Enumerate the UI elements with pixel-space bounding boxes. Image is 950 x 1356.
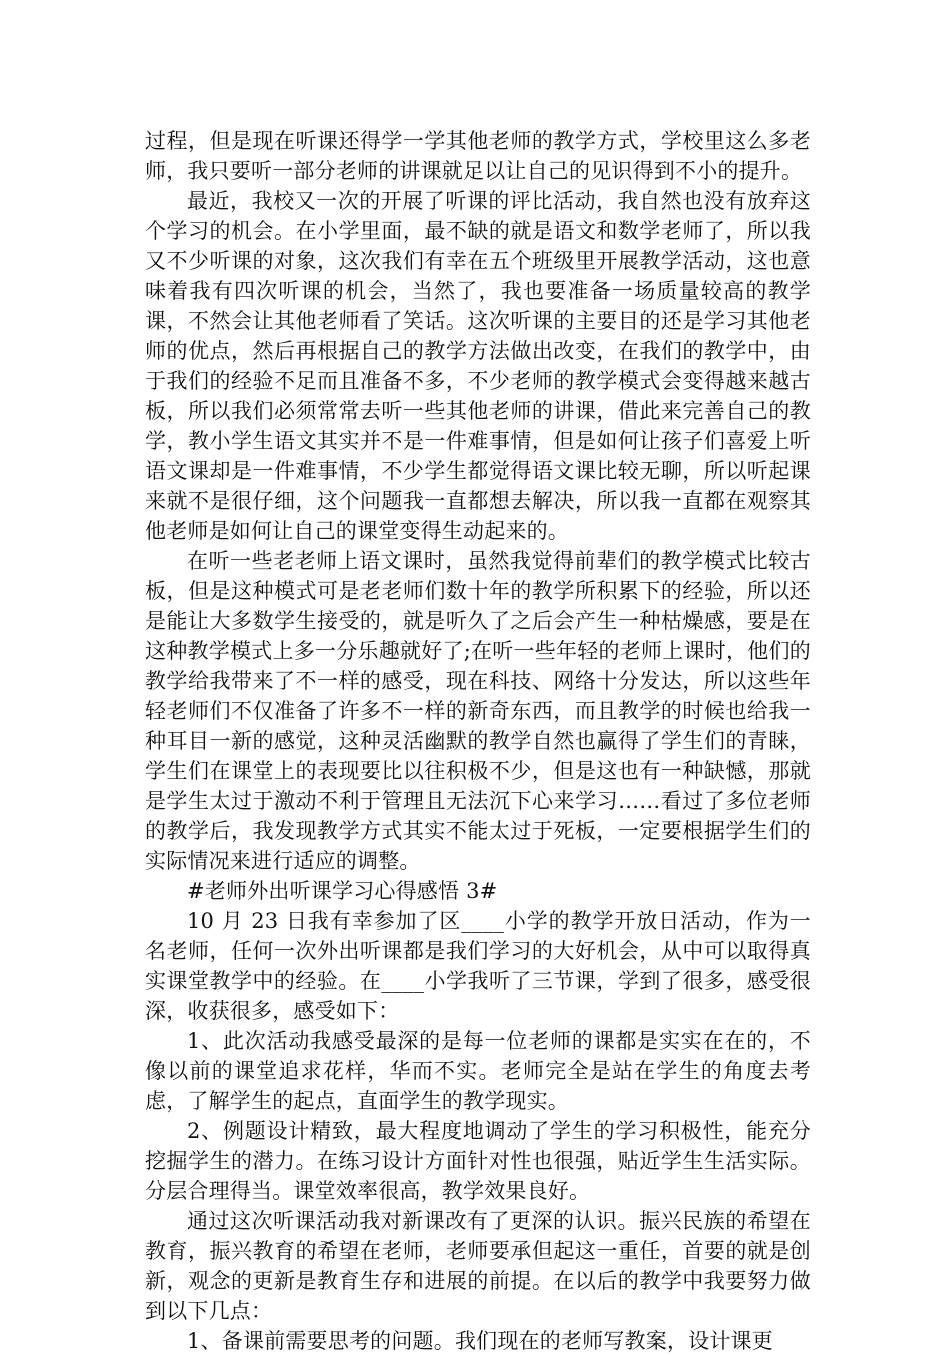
list-item-2: 2、例题设计精致，最大程度地调动了学生的学习积极性，能充分挖掘学生的潜力。在练习设计方面针对性也很强，贴近学生生活实际。分层合理得当。课堂效率很高，教学效果良好。 bbox=[145, 1119, 811, 1203]
list-item-prep: 1、备课前需要思考的问题。我们现在的老师写教案，设计课更 bbox=[187, 1329, 773, 1353]
paragraph-reform: 通过这次听课活动我对新课改有了更深的认识。振兴民族的希望在教育，振兴教育的希望在老师，老师要承但起这一重任，首要的就是创新，观念的更新是教育生存和进展的前提。在以后的教学中我要努力做到以下几点： bbox=[145, 1209, 811, 1323]
section-heading: #老师外出听课学习心得感悟 3# bbox=[187, 879, 498, 903]
list-item-1: 1、此次活动我感受最深的是每一位老师的课都是实实在在的，不像以前的课堂追求花样，华而不实。老师完全是站在学生的角度去考虑，了解学生的起点，直面学生的教学现实。 bbox=[145, 1029, 811, 1113]
paragraph-listening-competition: 最近，我校又一次的开展了听课的评比活动，我自然也没有放弃这个学习的机会。在小学里面，最不缺的就是语文和数学老师了，所以我又不少听课的对象，这次我们有幸在五个班级里开展教学活动，这也意味着我有四次听课的机会，当然了，我也要准备一场质量较高的教学课，不然会让其他老师看了笑话。这次听课的主要目的还是学习其他老师的优点，然后再根据自己的教学方法做出改变，在我们的教学中，由于我们的经验不足而且准备不多，不少老师的教学模式会变得越来越古板，所以我们必须常常去听一些其他老师的讲课，借此来完善自己的教学，教小学生语文其实并不是一件难事情，但是如何让孩子们喜爱上听语文课却是一件难事情，不少学生都觉得语文课比较无聊，所以听起课来就不是很仔细，这个问题我一直都想去解决，所以我一直都在观察其他老师是如何让自己的课堂变得生动起来的。 bbox=[145, 189, 811, 543]
paragraph-continuation: 过程，但是现在听课还得学一学其他老师的教学方式，学校里这么多老师，我只要听一部分老师的讲课就足以让自己的见识得到不小的提升。 bbox=[145, 129, 811, 183]
paragraph-teaching-styles: 在听一些老老师上语文课时，虽然我觉得前辈们的教学模式比较古板，但是这种模式可是老老师们数十年的教学所积累下的经验，所以还是能让大多数学生接受的，就是听久了之后会产生一种枯燥感，要是在这种教学模式上多一分乐趣就好了;在听一些年轻的老师上课时，他们的教学给我带来了不一样的感受，现在科技、网络十分发达，所以这些年轻老师们不仅准备了许多不一样的新奇东西，而且教学的时候也给我一种耳目一新的感觉，这种灵活幽默的教学自然也赢得了学生们的青睐，学生们在课堂上的表现要比以往积极不少，但是这也有一种缺憾，那就是学生太过于激动不利于管理且无法沉下心来学习……看过了多位老师的教学后，我发现教学方式其实不能太过于死板，一定要根据学生们的实际情况来进行适应的调整。 bbox=[145, 549, 811, 873]
document-body bbox=[145, 126, 811, 1356]
paragraph-open-day: 10 月 23 日我有幸参加了区____小学的教学开放日活动，作为一名老师，任何一次外出听课都是我们学习的大好机会，从中可以取得真实课堂教学中的经验。在____小学我听了三节课，学到了很多，感受很深，收获很多，感受如下： bbox=[145, 909, 811, 1023]
